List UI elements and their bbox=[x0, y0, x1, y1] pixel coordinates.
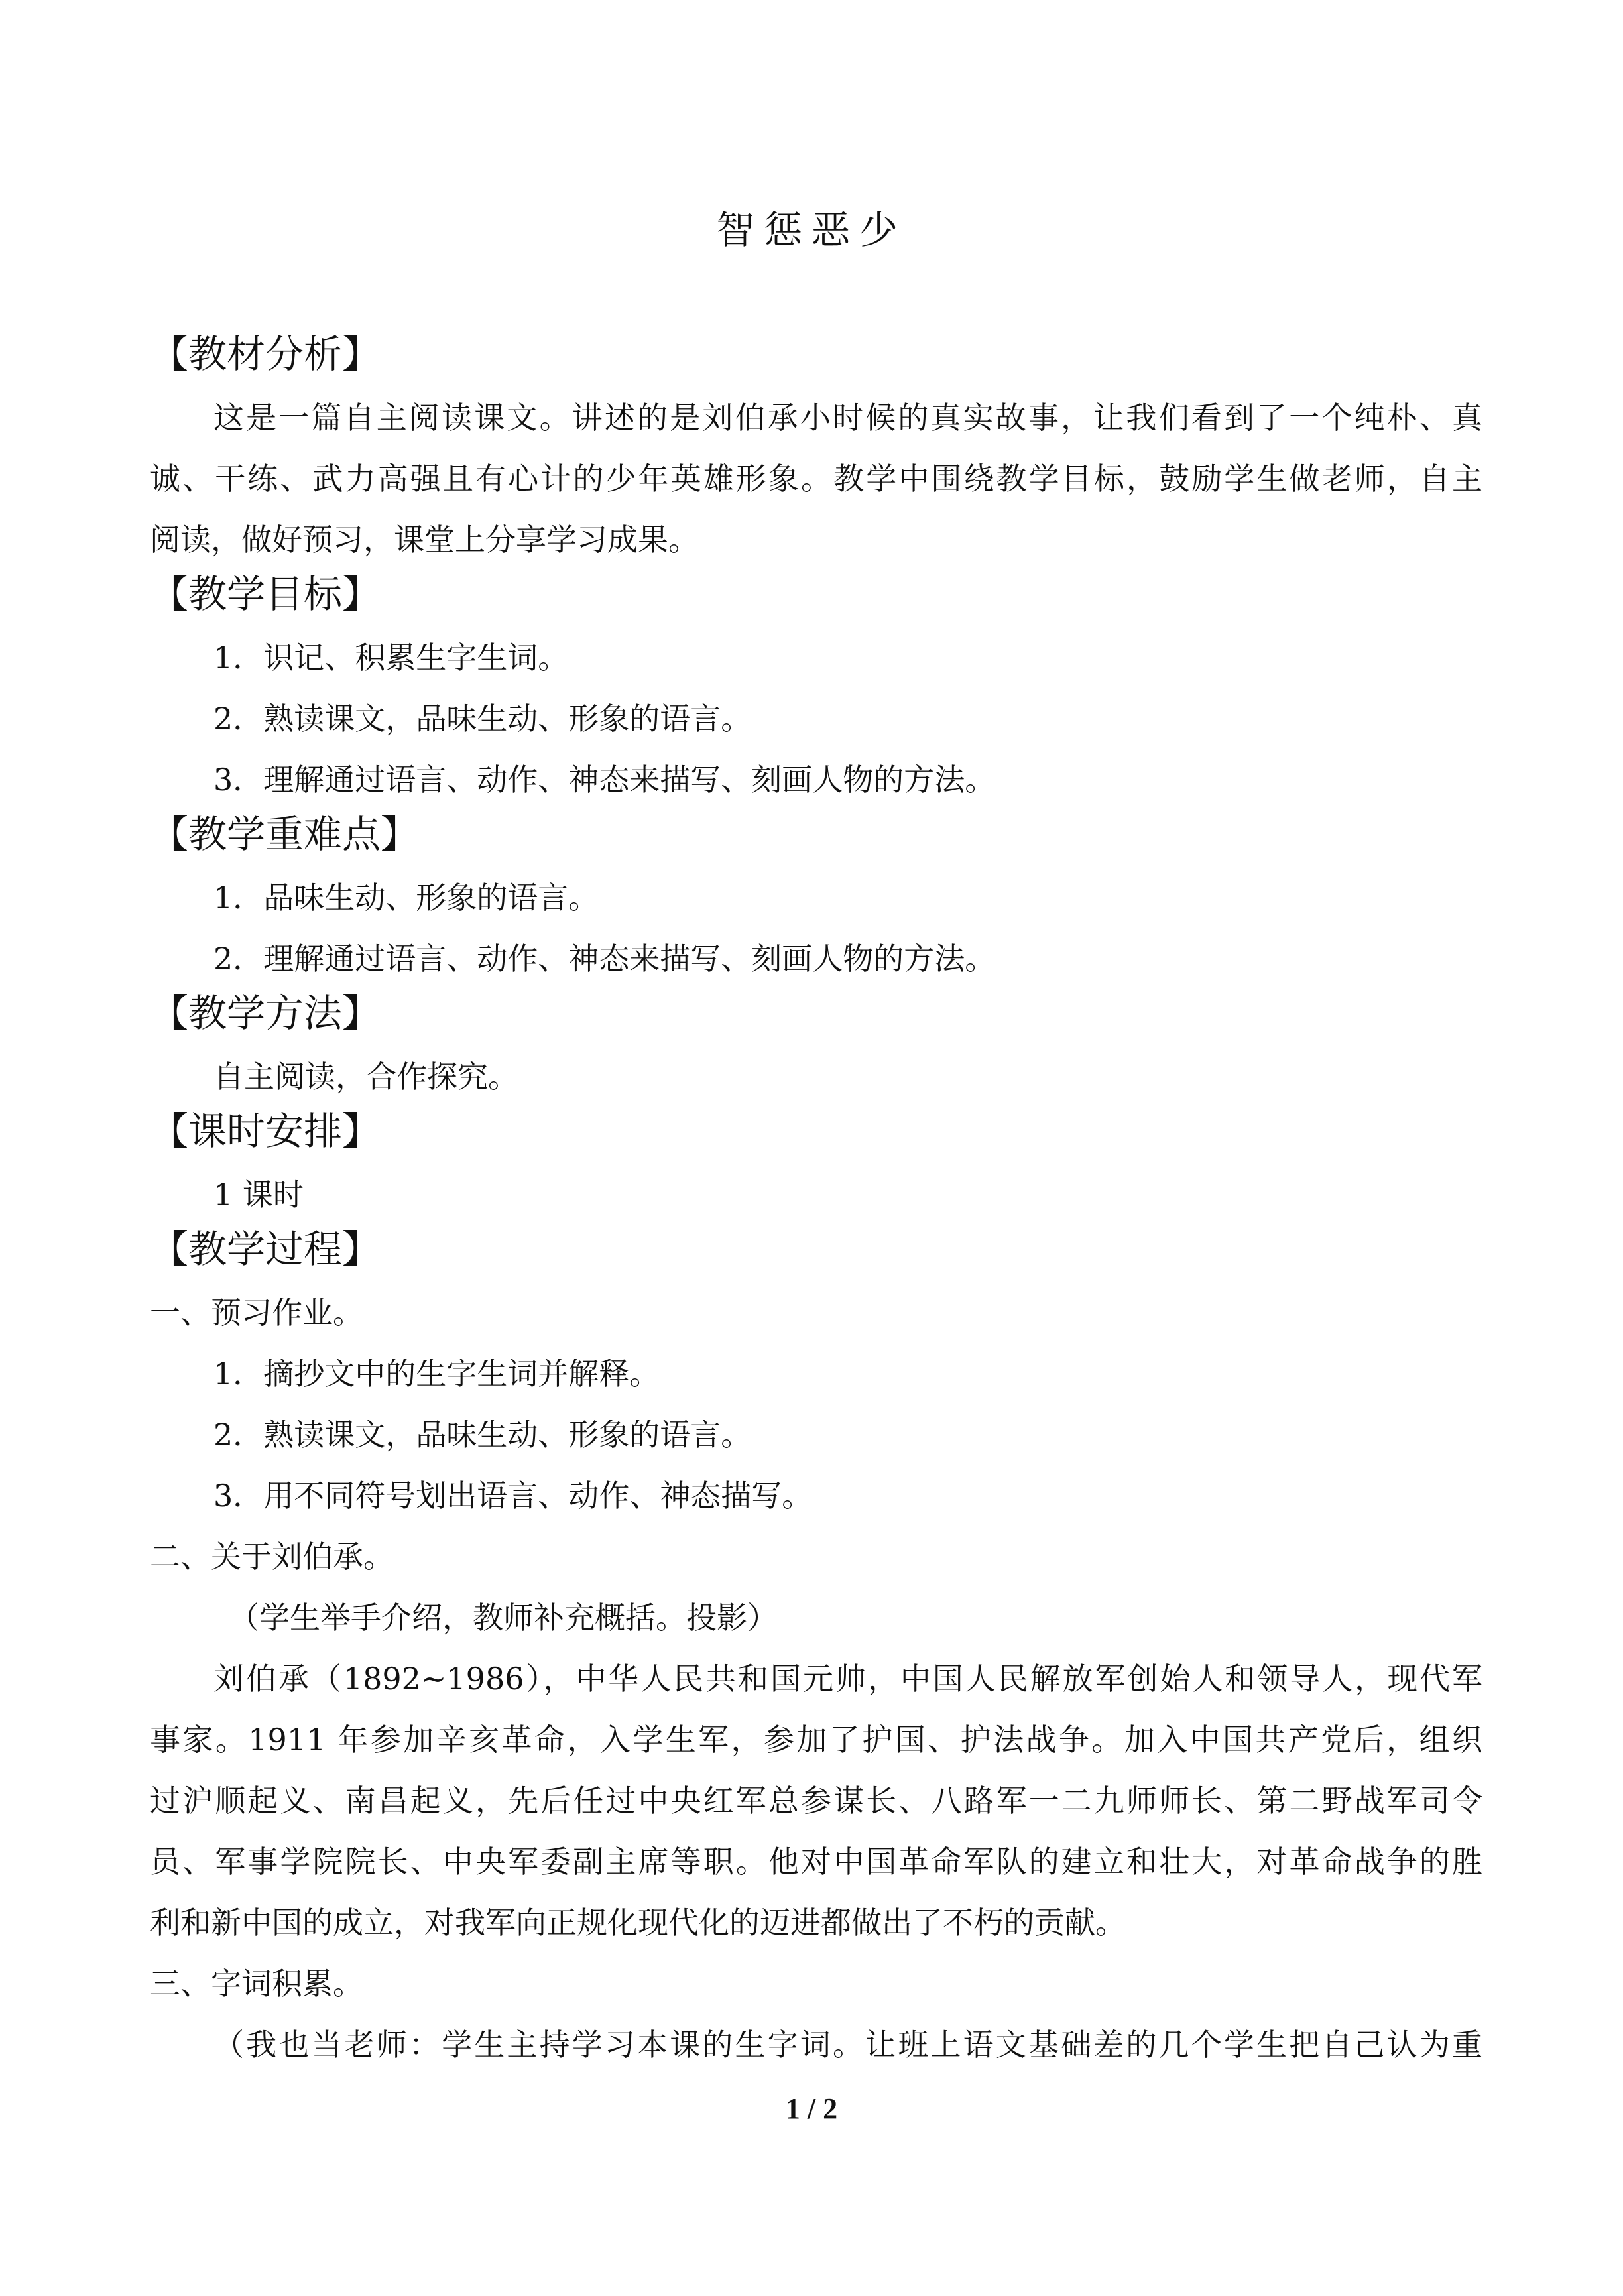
section-heading-analysis: 【教材分析】 bbox=[150, 332, 381, 377]
section-heading-method: 【教学方法】 bbox=[150, 991, 381, 1036]
goal-item: 2．熟读课文，品味生动、形象的语言。 bbox=[213, 701, 752, 737]
paragraph-line: 事家。1911 年参加辛亥革命，入学生军，参加了护国、护法战争。加入中国共产党后，组织 bbox=[150, 1722, 1482, 1758]
section-heading-goals: 【教学目标】 bbox=[150, 572, 381, 617]
process-step-heading: 三、字词积累。 bbox=[150, 1966, 363, 2002]
process-step-item: 2．熟读课文，品味生动、形象的语言。 bbox=[213, 1417, 752, 1453]
section-heading-process: 【教学过程】 bbox=[150, 1227, 381, 1272]
process-step-heading: 一、预习作业。 bbox=[150, 1295, 363, 1331]
goal-item: 1．识记、积累生字生词。 bbox=[213, 640, 569, 676]
goal-item: 3．理解通过语言、动作、神态来描写、刻画人物的方法。 bbox=[213, 762, 996, 798]
paragraph-line: 刘伯承（1892~1986），中华人民共和国元帅，中国人民解放军创始人和领导人，现代军 bbox=[213, 1661, 1482, 1697]
section-heading-schedule: 【课时安排】 bbox=[150, 1109, 381, 1154]
paragraph-line: 诚、干练、武力高强且有心计的少年英雄形象。教学中围绕教学目标，鼓励学生做老师，自主 bbox=[150, 461, 1482, 497]
process-step-item: 1．摘抄文中的生字生词并解释。 bbox=[213, 1356, 660, 1392]
paragraph-line: 这是一篇自主阅读课文。讲述的是刘伯承小时候的真实故事，让我们看到了一个纯朴、真 bbox=[213, 400, 1482, 436]
page-title: 智惩恶少 bbox=[715, 208, 907, 253]
process-step-item: 3．用不同符号划出语言、动作、神态描写。 bbox=[213, 1478, 813, 1514]
method-text: 自主阅读，合作探究。 bbox=[213, 1059, 518, 1095]
keypoint-item: 2．理解通过语言、动作、神态来描写、刻画人物的方法。 bbox=[213, 941, 996, 977]
paragraph-line: 过沪顺起义、南昌起义，先后任过中央红军总参谋长、八路军一二九师师长、第二野战军司令 bbox=[150, 1783, 1482, 1819]
paragraph-line: （我也当老师：学生主持学习本课的生字词。让班上语文基础差的几个学生把自己认为重 bbox=[213, 2027, 1482, 2063]
section-heading-keypoints: 【教学重难点】 bbox=[150, 812, 420, 857]
process-step-note: （学生举手介绍，教师补充概括。投影） bbox=[229, 1600, 778, 1636]
paragraph-line: 利和新中国的成立，对我军向正规化现代化的迈进都做出了不朽的贡献。 bbox=[150, 1905, 1126, 1941]
paragraph-line: 阅读，做好预习，课堂上分享学习成果。 bbox=[150, 522, 699, 558]
process-step-heading: 二、关于刘伯承。 bbox=[150, 1539, 394, 1575]
keypoint-item: 1．品味生动、形象的语言。 bbox=[213, 880, 599, 916]
paragraph-line: 员、军事学院院长、中央军委副主席等职。他对中国革命军队的建立和壮大，对革命战争的胜 bbox=[150, 1844, 1482, 1880]
schedule-text: 1 课时 bbox=[213, 1177, 304, 1213]
page-number: 1 / 2 bbox=[785, 2092, 838, 2125]
